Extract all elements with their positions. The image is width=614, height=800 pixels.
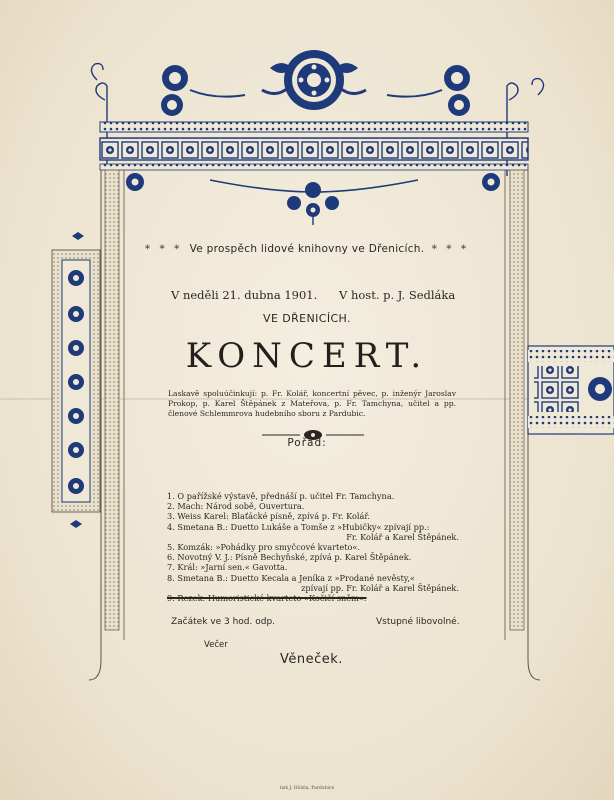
- concert-host: V host. p. J. Sedláka: [339, 288, 456, 302]
- pendant-ornament: [287, 182, 339, 225]
- program-item: 1. O pařížské výstavě, přednáší p. učitel Fr. Tamchyna.: [167, 491, 395, 501]
- program-item: 9. Rezek: Humoristické kvarteto »Kočičí sněm«.: [167, 593, 367, 604]
- program-item: 5. Komzák: »Pohádky pro smyčcové kvarteto«.: [167, 542, 361, 553]
- program-item: 3. Weiss Karel: Blaťácké písně, zpívá p. Fr. Kolář.: [167, 511, 371, 522]
- program-item: 6. Novotný V. J.: Písně Bechyňské, zpívá p. Karel Štěpánek.: [167, 552, 412, 563]
- program-item-continuation: zpívají pp. Fr. Kolář a Karel Štěpánek.: [301, 582, 459, 593]
- program-heading: Pořad:: [287, 437, 327, 449]
- stars-left: * * *: [144, 243, 183, 255]
- evening-label: Večer: [204, 640, 228, 650]
- program-list: [167, 491, 467, 603]
- program-item: 4. Smetana B.: Duetto Lukáše a Tomše z »Hubičky« zpívají pp.:: [167, 521, 430, 532]
- concert-place: VE DŘENICÍCH.: [263, 312, 351, 325]
- program-item: 7. Král: »Jarní sen.« Gavotta.: [167, 562, 288, 573]
- program-item-continuation: Fr. Kolář a Karel Štěpánek.: [346, 531, 459, 542]
- cooperation-text: Laskavě spoluúčinkují: p. Fr. Kolář, koncertní pěvec, p. inženýr Jaroslav Prokop, p. Karel Štěpánek z Mateřova, p. Fr. Tamchyna, učitel a pp. členové Schlemmrova hudebního sboru z Pardubic.: [168, 389, 456, 419]
- program-item: 2. Mach: Národ sobě, Ouvertura.: [167, 501, 305, 512]
- concert-date: V neděli 21. dubna 1901.: [171, 288, 318, 302]
- wreath-label: Věneček.: [280, 652, 343, 667]
- program-item: 8. Smetana B.: Duetto Kecala a Jeníka z »Prodané nevěsty,«: [167, 572, 415, 583]
- stars-right: * * *: [431, 243, 470, 255]
- benefit-line: [0, 243, 614, 255]
- start-time: Začátek ve 3 hod. odp.: [171, 617, 276, 627]
- benefit-text: Ve prospěch lidové knihovny ve Dřenicích.: [189, 243, 425, 255]
- entry-fee: Vstupné libovolné.: [376, 617, 460, 627]
- page-title: KONCERT.: [185, 336, 429, 376]
- printer-imprint: tisk J. Hölzla, Pardubice: [279, 786, 335, 791]
- left-flower-panel: [52, 232, 100, 528]
